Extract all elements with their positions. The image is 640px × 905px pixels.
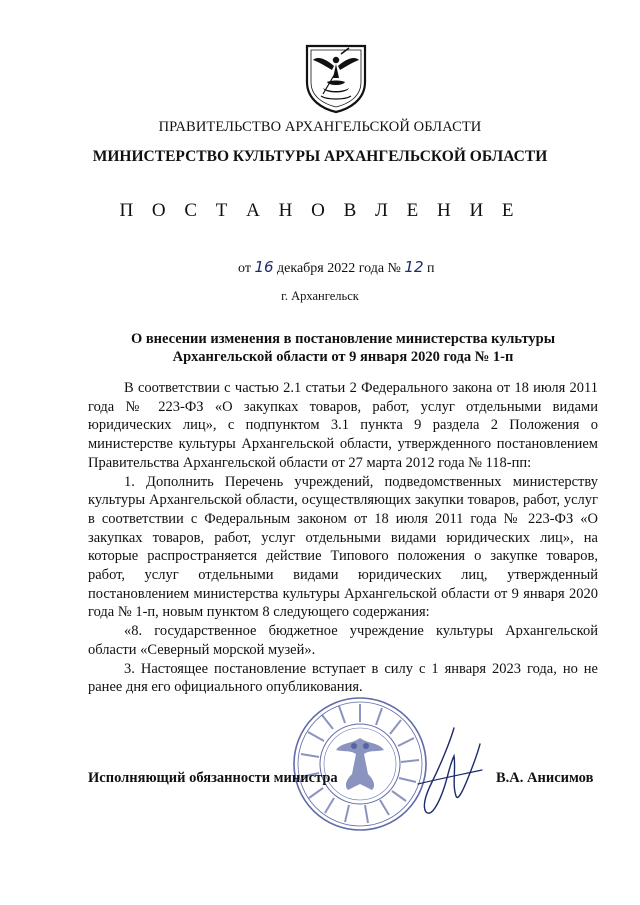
body-paragraph-item-1: 1. Дополнить Перечень учреждений, подведомственных министерству культуры Архангельской области, осуществляющих закупки товаров, работ, услуг в соответствии с Федеральным законом от 18 июля 2011 года № 223-ФЗ «О закупках товаров, работ, услуг отдельными видами юридических лиц», на которые распространяется действие Типового положения о закупке товаров, работ, услуг отдельными видами юридических лиц, утвержденный постановлением министерства культуры Архангельской области от 9 января 2020 года № 1-п, новым пунктом 8 следующего содержания: bbox=[88, 473, 598, 621]
body-paragraph-preamble: В соответствии с частью 2.1 статьи 2 Федерального закона от 18 июля 2011 года № 223-ФЗ «О закупках товаров, работ, услуг отдельными видами юридических лиц», с подпунктом 3.1 пункта 9 раздела 2 Положения о министерстве культуры Архангельской области, утвержденного постановлением Правительства Архангельской области от 27 марта 2012 года № 118-пп: bbox=[88, 380, 598, 471]
document-dateline bbox=[238, 258, 435, 277]
signatory-name: В.А. Анисимов bbox=[496, 770, 594, 786]
ministry-heading: МИНИСТЕРСТВО КУЛЬТУРЫ АРХАНГЕЛЬСКОЙ ОБЛАСТИ bbox=[92, 148, 548, 165]
government-heading: ПРАВИТЕЛЬСТВО АРХАНГЕЛЬСКОЙ ОБЛАСТИ bbox=[158, 119, 482, 135]
dateline-suffix: п bbox=[427, 261, 435, 276]
body-paragraph-quote-8: «8. государственное бюджетное учреждение культуры Архангельской области «Северный морской музей». bbox=[88, 623, 598, 658]
document-type-title: П О С Т А Н О В Л Е Н И Е bbox=[119, 200, 521, 221]
document-body bbox=[88, 379, 598, 697]
handwritten-day: 16 bbox=[254, 258, 274, 276]
dateline-prefix: от bbox=[238, 261, 251, 276]
subject-line-1: О внесении изменения в постановление министерства культуры bbox=[130, 331, 556, 347]
official-seal-stamp bbox=[290, 694, 430, 834]
coat-of-arms-icon bbox=[303, 42, 369, 114]
handwritten-signature bbox=[410, 722, 490, 822]
body-paragraph-item-3: 3. Настоящее постановление вступает в силу с 1 января 2023 года, но не ранее дня его официального опубликования. bbox=[88, 660, 598, 696]
document-subject bbox=[88, 330, 598, 366]
handwritten-number: 12 bbox=[404, 258, 424, 276]
signatory-role: Исполняющий обязанности министра bbox=[88, 770, 338, 786]
dateline-date-text: декабря 2022 года № bbox=[277, 261, 401, 276]
city-label: г. Архангельск bbox=[281, 289, 359, 303]
subject-line-2: Архангельской области от 9 января 2020 года № 1-п bbox=[172, 349, 514, 365]
